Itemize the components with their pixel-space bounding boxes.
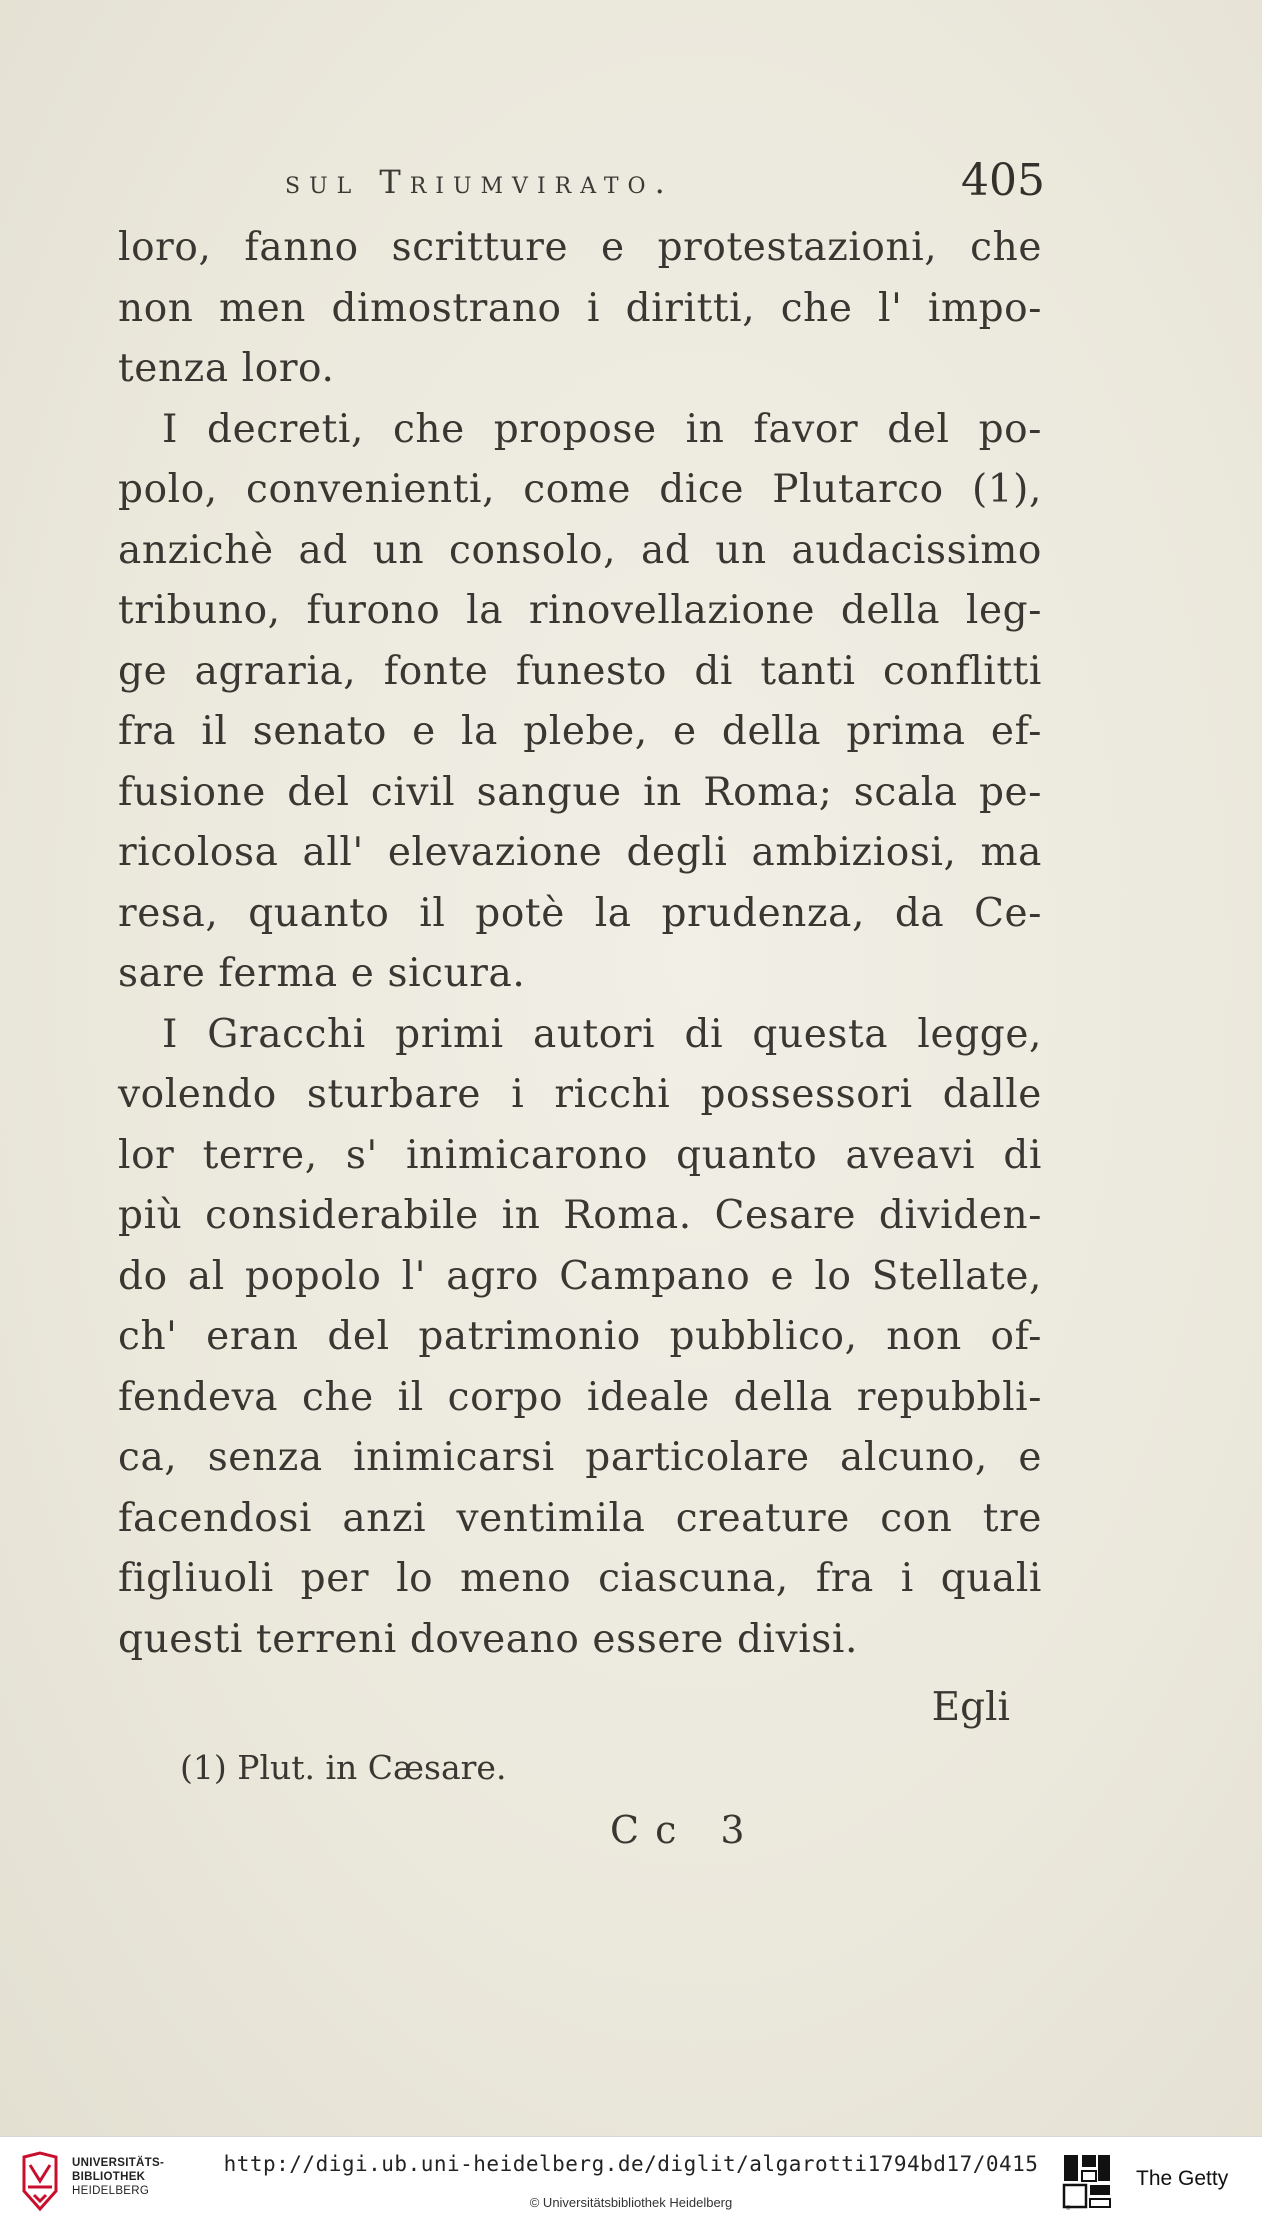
text-line: sare ferma e sicura.	[118, 951, 526, 996]
institution-name: UNIVERSITÄTS- BIBLIOTHEK HEIDELBERG	[72, 2157, 165, 2197]
text-line: più considerabile in Roma. Cesare dividen-	[118, 1193, 1042, 1238]
text-line: loro, fanno scritture e protestazioni, che	[118, 225, 1042, 270]
body-text	[118, 218, 1042, 1670]
text-line: facendosi anzi ventimila creature con tre	[118, 1495, 1042, 1541]
text-line: volendo sturbare i ricchi possessori dalle	[118, 1072, 1042, 1117]
text-line: fendeva che il corpo ideale della repubbli-	[118, 1374, 1042, 1420]
text-line: resa, quanto il potè la prudenza, da Ce-	[118, 890, 1042, 936]
text-line: fra il senato e la plebe, e della prima ef-	[118, 709, 1042, 754]
text-line: do al popolo l' agro Campano e lo Stellate,	[118, 1253, 1042, 1299]
permalink-url[interactable]: http://digi.ub.uni-heidelberg.de/diglit/algarotti1794bd17/0415	[223, 2152, 1039, 2176]
footer-bar	[0, 2136, 1262, 2226]
catchword: Egli	[931, 1685, 1010, 1730]
signature-mark: Cc 3	[610, 1808, 761, 1852]
text-line: non men dimostrano i diritti, che l' impo-	[118, 285, 1042, 331]
text-line: anzichè ad un consolo, ad un audacissimo	[118, 527, 1042, 573]
text-line: I decreti, che propose in favor del po-	[162, 406, 1042, 452]
text-line: figliuoli per lo meno ciascuna, fra i quali	[118, 1556, 1042, 1601]
footnote: (1) Plut. in Cæsare.	[180, 1748, 507, 1787]
text-line: ch' eran del patrimonio pubblico, non of-	[118, 1314, 1042, 1359]
text-line: lor terre, s' inimicarono quanto aveavi di	[118, 1132, 1042, 1178]
text-line: ricolosa all' elevazione degli ambiziosi, ma	[118, 830, 1042, 875]
text-line: I Gracchi primi autori di questa legge,	[162, 1011, 1042, 1057]
running-head	[285, 155, 1045, 215]
text-line: polo, convenienti, come dice Plutarco (1),	[118, 467, 1042, 512]
running-title: sul Triumvirato.	[285, 163, 674, 201]
page-number: 405	[961, 155, 1045, 206]
text-line: tribuno, furono la rinovellazione della leg-	[118, 588, 1042, 633]
text-line: questi terreni doveano essere divisi.	[118, 1616, 858, 1662]
text-line: ca, senza inimicarsi particolare alcuno, e	[118, 1435, 1042, 1480]
svg-text:®: ®	[1066, 2206, 1071, 2211]
text-line: ge agraria, fonte funesto di tanti conflitti	[118, 648, 1042, 694]
copyright-notice: © Universitätsbibliothek Heidelberg	[529, 2195, 733, 2210]
text-line: fusione del civil sangue in Roma; scala pe-	[118, 769, 1042, 815]
text-line: tenza loro.	[118, 346, 335, 391]
getty-logo-icon	[1062, 2153, 1112, 2211]
partner-name: The Getty	[1136, 2167, 1229, 2190]
